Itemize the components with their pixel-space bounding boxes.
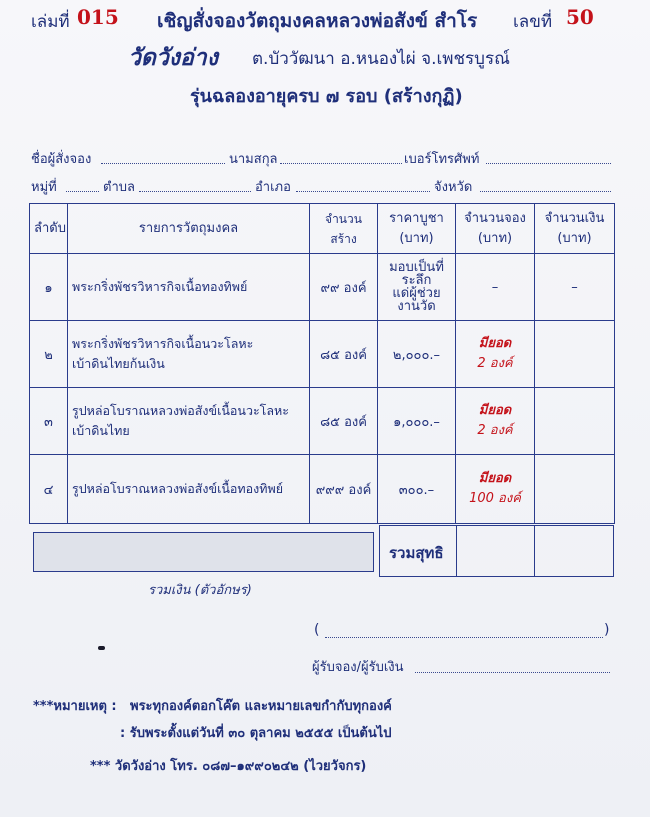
header-qty-ordered-unit: (บาท)	[477, 230, 513, 246]
subdistrict-field[interactable]	[139, 191, 251, 192]
row-price-line2: แด่ผู้ช่วยงานวัด	[392, 286, 441, 314]
table-row	[30, 254, 615, 321]
row-item-line1: รูปหล่อโบราณหลวงพ่อสังข์เนื้อนวะโลหะ	[72, 403, 290, 418]
header-price	[378, 204, 456, 254]
phone-field[interactable]	[486, 163, 611, 164]
row-price: ๑,๐๐๐.–	[378, 388, 456, 455]
row-handwritten-note-line1: มียอด	[478, 336, 512, 351]
surname-field[interactable]	[280, 163, 402, 164]
total-label: รวมสุทธิ	[389, 544, 444, 562]
signature-paren-close: )	[604, 622, 610, 638]
row-no: ๑	[30, 254, 68, 321]
header-item: รายการวัตถุมงคล	[68, 204, 310, 254]
row-ordered[interactable]	[456, 321, 535, 388]
phone-label: เบอร์โทรศัพท์	[404, 152, 480, 167]
row-price	[378, 254, 456, 321]
row-handwritten-note-line2: 100 องค์	[469, 491, 521, 506]
notes-label: ***หมายเหตุ :	[33, 699, 117, 714]
header-price-unit: (บาท)	[399, 230, 434, 246]
header-price-label: ราคาบูชา	[389, 210, 444, 226]
form-subtitle: รุ่นฉลองอายุครบ ๗ รอบ (สร้างกุฏิ)	[190, 86, 463, 107]
table-header-row	[30, 204, 615, 254]
header-amount-label: จำนวนเงิน	[544, 210, 605, 226]
receiver-name-field[interactable]	[325, 637, 603, 638]
total-amount-cell[interactable]	[534, 525, 614, 577]
notes-line-3: *** วัดวังอ่าง โทร. ๐๘๗–๑๙๙๐๒๔๒ (ไวยวัจกร)	[90, 759, 367, 774]
row-ordered[interactable]	[456, 388, 535, 455]
header-no: ลำดับ	[30, 204, 68, 254]
row-item: พระกริ่งพัชรวิหารกิจเนื้อทองทิพย์	[68, 254, 310, 321]
row-amount[interactable]: –	[535, 254, 615, 321]
subdistrict-label: ตำบล	[103, 180, 135, 195]
header-qty-made: จำนวนสร้าง	[310, 204, 378, 254]
header-qty-ordered	[456, 204, 535, 254]
row-ordered[interactable]: –	[456, 254, 535, 321]
notes-line-1: พระทุกองค์ตอกโค๊ต และหมายเลขกำกับทุกองค์	[130, 699, 392, 714]
row-amount[interactable]	[535, 321, 615, 388]
row-ordered[interactable]	[456, 455, 535, 524]
province-label: จังหวัด	[434, 180, 473, 195]
receiver-signature-field[interactable]	[415, 672, 610, 673]
row-amount[interactable]	[535, 388, 615, 455]
header-qty-ordered-label: จำนวนจอง	[464, 210, 526, 226]
order-table	[29, 203, 615, 524]
orderer-name-field[interactable]	[101, 163, 225, 164]
row-item-line2: เบ้าดินไทยก้นเงิน	[72, 356, 165, 371]
temple-address: ต.บัววัฒนา อ.หนองไผ่ จ.เพชรบูรณ์	[252, 49, 510, 69]
row-amount[interactable]	[535, 455, 615, 524]
table-row	[30, 321, 615, 388]
row-price: ๒,๐๐๐.–	[378, 321, 456, 388]
row-item	[68, 388, 310, 455]
notes-line-2: : รับพระตั้งแต่วันที่ ๓๐ ตุลาคม ๒๕๕๕ เป็นต้นไป	[120, 726, 392, 741]
form-title: เชิญสั่งจองวัตถุมงคลหลวงพ่อสังข์ สำโร	[157, 10, 478, 32]
row-price-line1: มอบเป็นที่ระลึก	[389, 260, 444, 288]
province-field[interactable]	[480, 191, 611, 192]
amount-in-words-box[interactable]	[33, 532, 374, 572]
row-price: ๓๐๐.–	[378, 455, 456, 524]
village-field[interactable]	[66, 191, 99, 192]
receiver-label: ผู้รับจอง/ผู้รับเงิน	[312, 660, 404, 675]
header-amount-unit: (บาท)	[557, 230, 592, 246]
table-row	[30, 388, 615, 455]
total-qty-cell[interactable]	[456, 525, 535, 577]
row-handwritten-note-line1: มียอด	[478, 403, 512, 418]
table-row	[30, 455, 615, 524]
surname-label: นามสกุล	[229, 152, 278, 167]
row-no: ๔	[30, 455, 68, 524]
row-made: ๙๙ องค์	[310, 254, 378, 321]
row-handwritten-note-line2: 2 องค์	[477, 423, 513, 438]
row-made: ๘๕ องค์	[310, 321, 378, 388]
book-label: เล่มที่	[31, 12, 70, 32]
row-handwritten-note-line1: มียอด	[478, 471, 512, 486]
header-amount	[535, 204, 615, 254]
book-number: 015	[77, 5, 119, 29]
number-value: 50	[566, 5, 594, 29]
village-label: หมู่ที่	[31, 180, 57, 195]
orderer-name-label: ชื่อผู้สั่งจอง	[31, 152, 92, 167]
row-made: ๘๕ องค์	[310, 388, 378, 455]
district-label: อำเภอ	[255, 180, 291, 195]
temple-name: วัดวังอ่าง	[128, 45, 218, 71]
row-item: รูปหล่อโบราณหลวงพ่อสังข์เนื้อทองทิพย์	[68, 455, 310, 524]
row-made: ๙๙๙ องค์	[310, 455, 378, 524]
row-item-line2: เบ้าดินไทย	[72, 423, 130, 438]
row-handwritten-note-line2: 2 องค์	[477, 356, 513, 371]
amount-in-words-caption: รวมเงิน (ตัวอักษร)	[148, 583, 252, 598]
row-no: ๒	[30, 321, 68, 388]
district-field[interactable]	[296, 191, 430, 192]
ink-dot	[98, 646, 105, 650]
row-item	[68, 321, 310, 388]
row-no: ๓	[30, 388, 68, 455]
number-label: เลขที่	[513, 12, 553, 32]
signature-paren-open: (	[314, 622, 320, 638]
row-item-line1: พระกริ่งพัชรวิหารกิจเนื้อนวะโลหะ	[72, 336, 254, 351]
